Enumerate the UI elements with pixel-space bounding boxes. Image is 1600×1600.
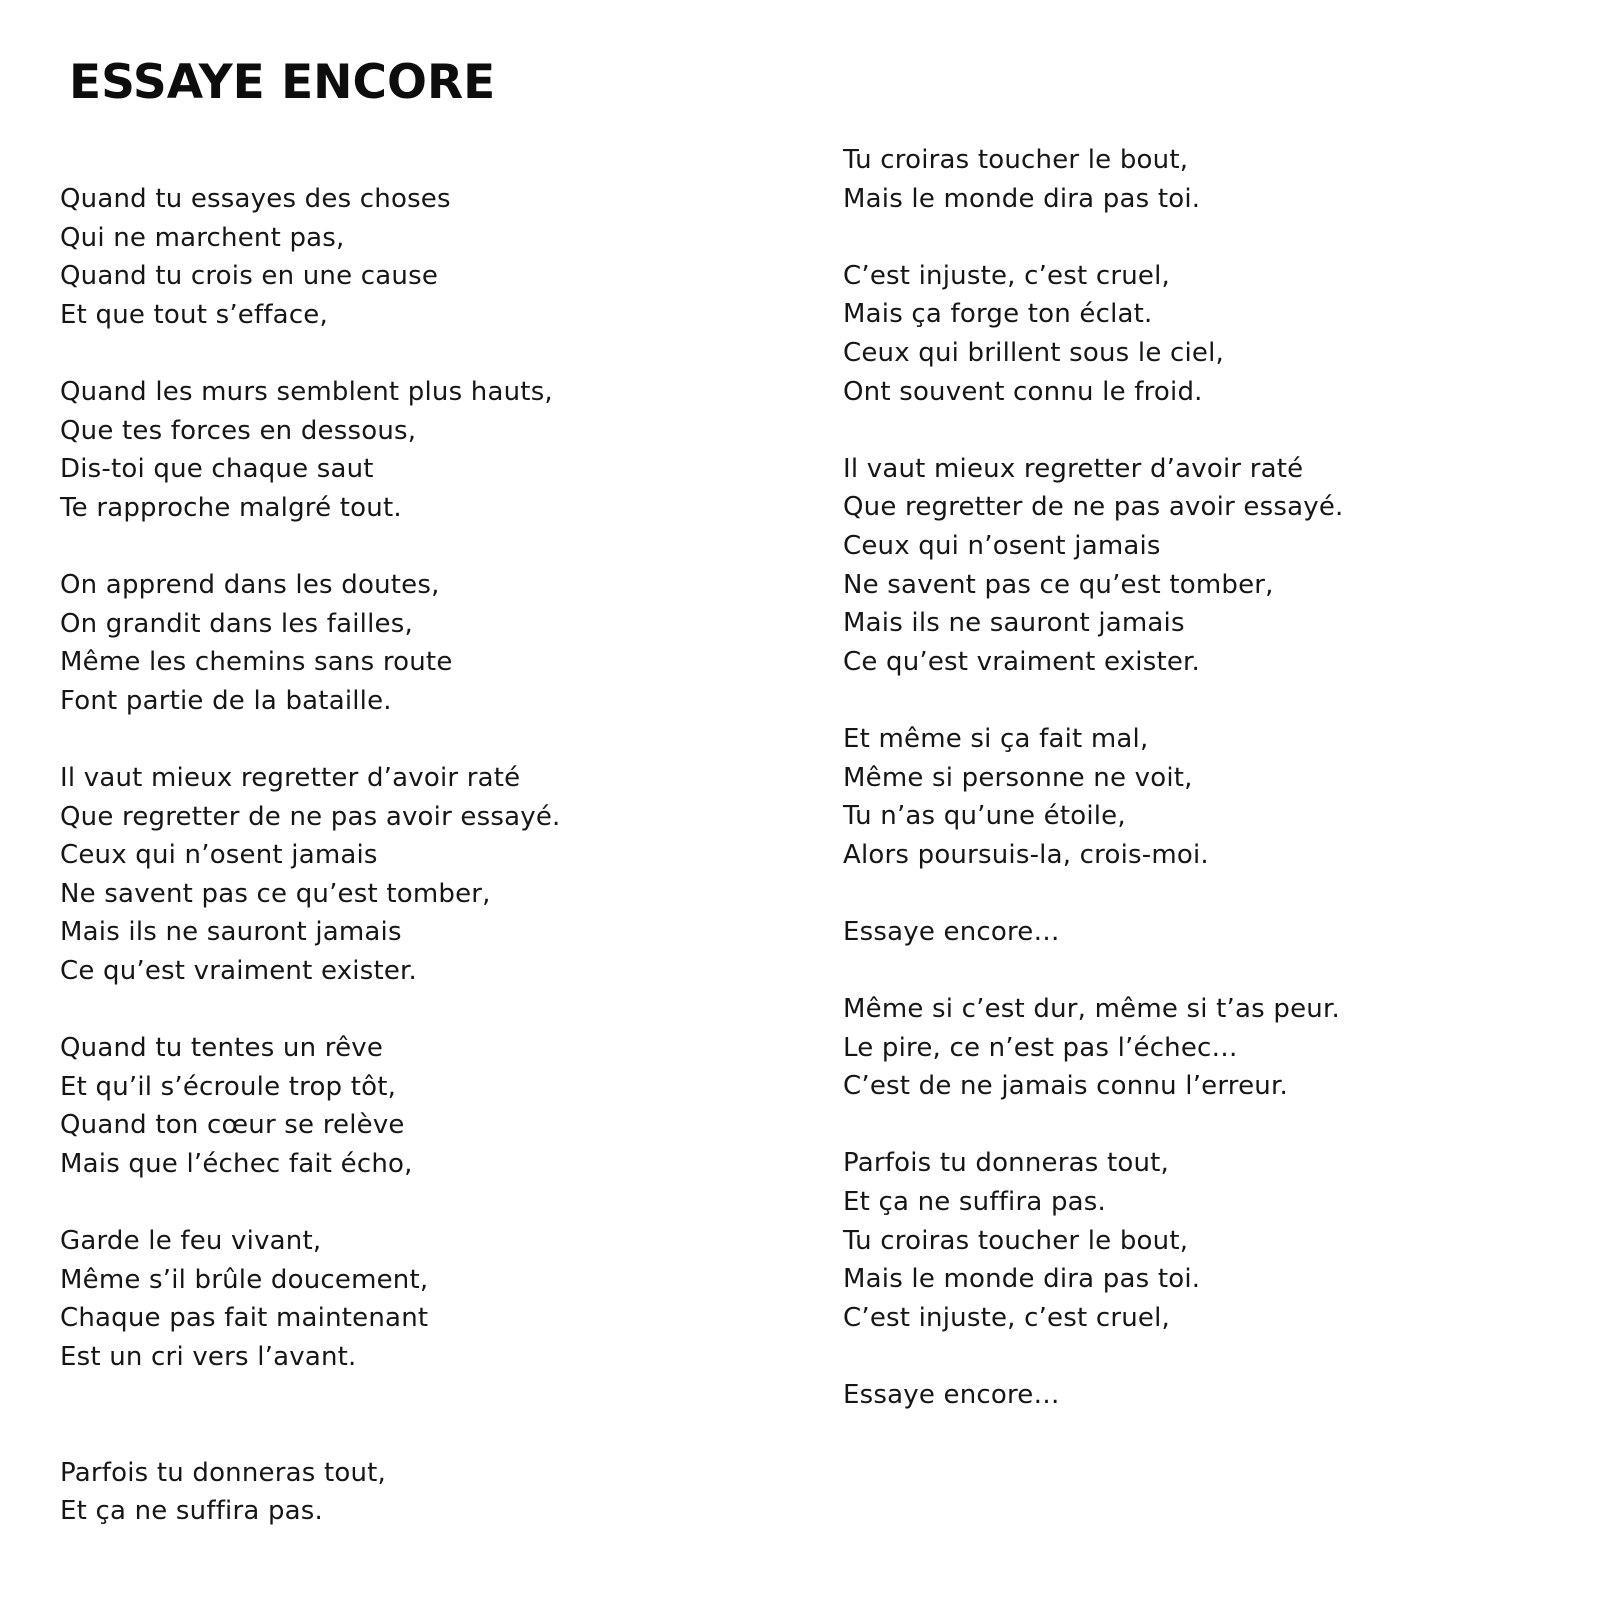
poem-line: Font partie de la bataille. <box>60 685 392 716</box>
poem-line: Il vaut mieux regretter d’avoir raté <box>60 762 521 793</box>
poem-line: Te rapproche malgré tout. <box>60 492 402 523</box>
poem-line: Et même si ça fait mal, <box>843 723 1149 754</box>
poem-line: Ce qu’est vraiment exister. <box>60 955 418 986</box>
poem-line: C’est de ne jamais connu l’erreur. <box>843 1071 1288 1102</box>
poem-line: C’est injuste, c’est cruel, <box>843 1302 1170 1333</box>
poem-line: Ont souvent connu le froid. <box>843 376 1203 407</box>
stanza <box>843 450 1543 682</box>
poem-line: Ne savent pas ce qu’est tomber, <box>60 878 491 909</box>
stanza <box>60 373 760 527</box>
stanza <box>843 990 1543 1106</box>
poem-line: Essaye encore… <box>843 1380 1060 1410</box>
poem-line: C’est injuste, c’est cruel, <box>843 260 1170 291</box>
poem-line: Mais que l’échec fait écho, <box>60 1148 413 1179</box>
poem-line: Ceux qui n’osent jamais <box>843 530 1161 561</box>
poem-line: Même si personne ne voit, <box>843 762 1193 793</box>
poem-line: Quand tu essayes des choses <box>60 184 451 214</box>
poem-line: Mais ça forge ton éclat. <box>843 299 1153 330</box>
poem-column-right <box>843 141 1543 1453</box>
poem-line: Garde le feu vivant, <box>60 1226 322 1257</box>
poem-line: Ne savent pas ce qu’est tomber, <box>843 569 1274 600</box>
poem-line: Mais ils ne sauront jamais <box>60 917 402 948</box>
poem-line: Que tes forces en dessous, <box>60 415 417 446</box>
poem-line: Essaye encore… <box>843 916 1060 947</box>
poem-line: Que regretter de ne pas avoir essayé. <box>60 801 561 832</box>
poem-line: Tu croiras toucher le bout, <box>843 1225 1189 1256</box>
stanza <box>60 1454 760 1531</box>
poem-line: Et ça ne suffira pas. <box>843 1187 1107 1218</box>
poem-title: ESSAYE ENCORE <box>69 55 496 110</box>
poem-line: Le pire, ce n’est pas l’échec… <box>843 1032 1238 1063</box>
stanza <box>843 1376 1543 1415</box>
stanza <box>843 720 1543 874</box>
stanza <box>60 180 760 334</box>
poem-line: Et ça ne suffira pas. <box>60 1496 324 1527</box>
poem-column-left <box>60 180 760 1569</box>
poem-line: Mais le monde dira pas toi. <box>843 1264 1201 1295</box>
poem-line: Quand les murs semblent plus hauts, <box>60 376 553 407</box>
poem-line: Chaque pas fait maintenant <box>60 1303 429 1334</box>
poem-line: Et que tout s’efface, <box>60 299 328 330</box>
poem-line: Tu croiras toucher le bout, <box>843 145 1189 175</box>
poem-line: Dis-toi que chaque saut <box>60 454 374 485</box>
stanza <box>60 566 760 720</box>
poem-line: Ceux qui n’osent jamais <box>60 840 378 871</box>
poem-line: Même s’il brûle doucement, <box>60 1264 429 1295</box>
poem-line: Ceux qui brillent sous le ciel, <box>843 337 1224 368</box>
poem-line: Tu n’as qu’une étoile, <box>843 801 1126 832</box>
poem-line: Quand ton cœur se relève <box>60 1110 405 1141</box>
poem-line: Même si c’est dur, même si t’as peur. <box>843 994 1340 1025</box>
stanza <box>843 1144 1543 1337</box>
poem-line: Parfois tu donneras tout, <box>843 1148 1170 1179</box>
poem-line: Que regretter de ne pas avoir essayé. <box>843 492 1344 523</box>
poem-line: Mais le monde dira pas toi. <box>843 183 1201 214</box>
poem-line: On apprend dans les doutes, <box>60 569 440 600</box>
stanza <box>843 913 1543 952</box>
poem-line: Quand tu crois en une cause <box>60 261 439 292</box>
poem-line: Parfois tu donneras tout, <box>60 1457 387 1488</box>
stanza <box>60 1029 760 1183</box>
poem-line: Qui ne marchent pas, <box>60 222 345 253</box>
poem-line: Et qu’il s’écroule trop tôt, <box>60 1071 397 1102</box>
poem-line: Mais ils ne sauront jamais <box>843 608 1185 639</box>
poem-line: Même les chemins sans route <box>60 647 453 678</box>
poem-line: Ce qu’est vraiment exister. <box>843 646 1201 677</box>
poem-line: On grandit dans les failles, <box>60 608 413 639</box>
poem-line: Il vaut mieux regretter d’avoir raté <box>843 453 1304 484</box>
stanza <box>843 141 1543 218</box>
poem-line: Quand tu tentes un rêve <box>60 1033 384 1064</box>
poem-line: Alors poursuis-la, crois-moi. <box>843 839 1209 870</box>
stanza <box>60 1222 760 1376</box>
poem-line: Est un cri vers l’avant. <box>60 1341 357 1372</box>
stanza <box>60 759 760 991</box>
stanza <box>843 257 1543 411</box>
